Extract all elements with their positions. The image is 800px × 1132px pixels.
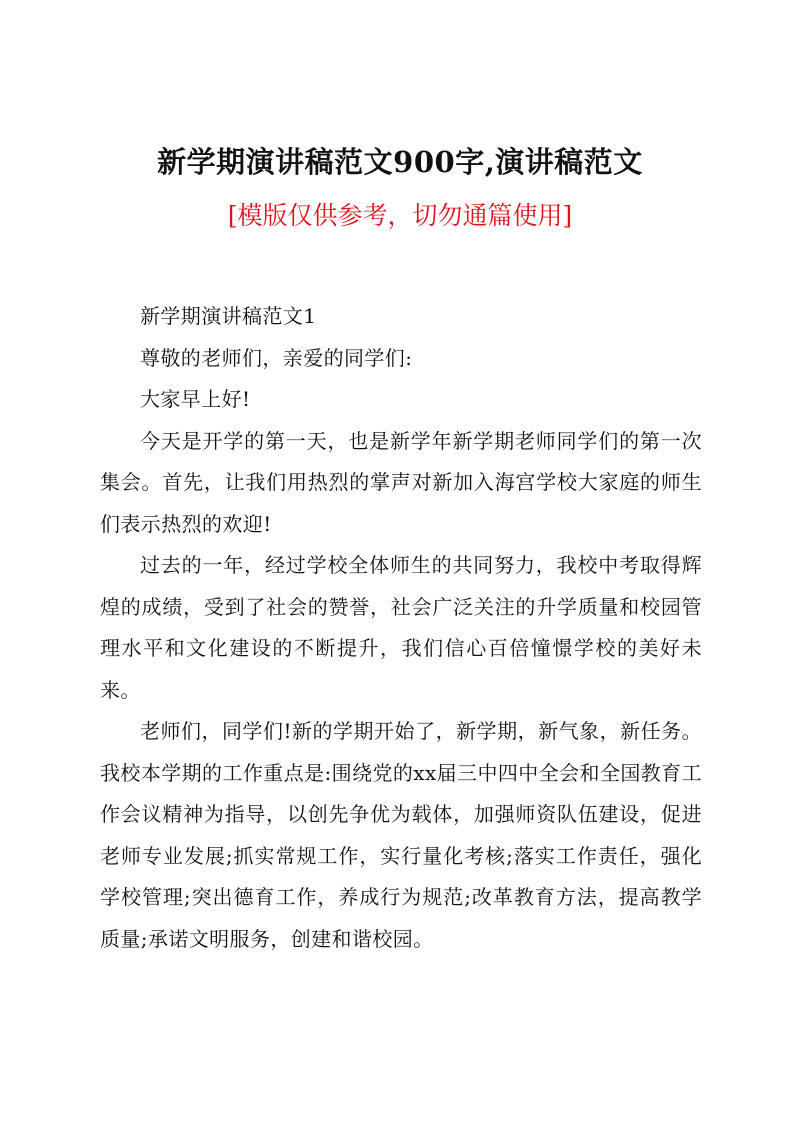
body-paragraph: 老师们，同学们!新的学期开始了，新学期，新气象，新任务。我校本学期的工作重点是:围绕党的xx届三中四中全会和全国教育工作会议精神为指导，以创先争优为载体，加强师资队伍建设，促进老师专业发展;抓实常规工作，实行量化考核;落实工作责任，强化学校管理;突出德育工作，养成行为规范;改革教育方法，提高教学质量;承诺文明服务，创建和谐校园。 (100, 719, 702, 951)
body-paragraph: 今天是开学的第一天，也是新学年新学期老师同学们的第一次集会。首先，让我们用热烈的掌声对新加入海宫学校大家庭的师生们表示热烈的欢迎! (100, 428, 702, 536)
template-notice: [模版仅供参考，切勿通篇使用] (227, 201, 573, 230)
section-heading: 新学期演讲稿范文1 (140, 304, 317, 328)
salutation: 尊敬的老师们，亲爱的同学们: (140, 345, 413, 370)
page-title: 新学期演讲稿范文900字,演讲稿范文 (157, 145, 643, 179)
greeting: 大家早上好! (140, 387, 251, 411)
document-body (100, 296, 702, 960)
body-paragraph: 过去的一年，经过学校全体师生的共同努力，我校中考取得辉煌的成绩，受到了社会的赞誉，社会广泛关注的升学质量和校园管理水平和文化建设的不断提升，我们信心百倍憧憬学校的美好未来。 (100, 553, 702, 702)
